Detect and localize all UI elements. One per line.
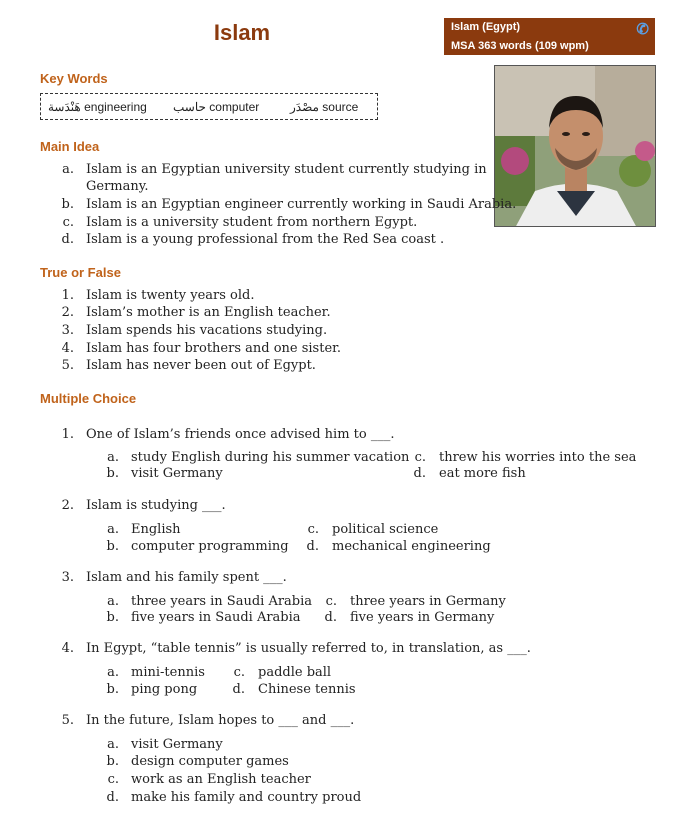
key-words-heading: Key Words: [40, 71, 108, 86]
main-idea-heading: Main Idea: [40, 139, 100, 154]
speaker-icon[interactable]: ✆: [636, 21, 649, 38]
badge-country: Islam (Egypt): [451, 21, 521, 33]
key-word: هَنْدَسة engineering: [48, 100, 147, 114]
key-word: مصْدَر source: [290, 100, 359, 114]
story-badge: [444, 18, 655, 55]
portrait-photo: [494, 65, 656, 227]
key-word: حاسب computer: [173, 100, 260, 114]
page-title: Islam: [213, 20, 271, 45]
multiple-choice-heading: Multiple Choice: [40, 391, 137, 406]
true-false-heading: True or False: [40, 265, 121, 280]
badge-word-count: MSA 363 words (109 wpm): [451, 40, 589, 52]
key-words-box: [40, 93, 378, 120]
